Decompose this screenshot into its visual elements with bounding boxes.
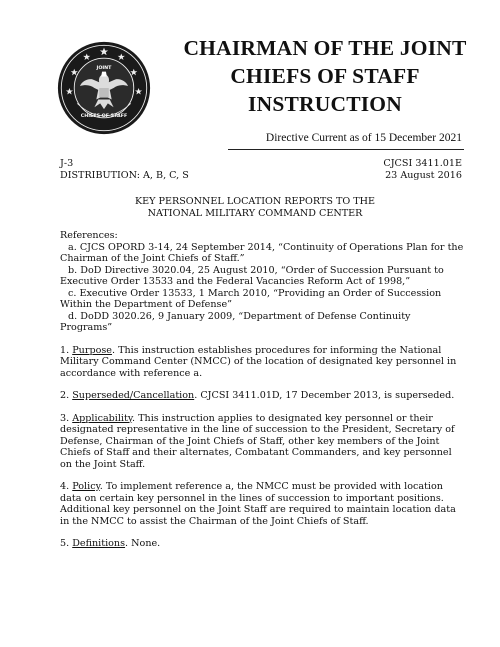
document-date: 23 August 2016 (385, 170, 462, 181)
paragraph-text: None. (131, 538, 161, 549)
paragraph-heading: Applicability (72, 412, 133, 424)
svg-text:CHIEFS OF STAFF: CHIEFS OF STAFF (80, 113, 128, 119)
reference-item (60, 265, 465, 288)
paragraph-definitions: 5. Definitions. None. (60, 538, 161, 549)
paragraph-superseded: 2. Superseded/Cancellation. CJCSI 3411.01D, 17 December 2013, is superseded. (60, 390, 455, 401)
paragraph-text: CJCSI 3411.01D, 17 December 2013, is superseded. (200, 390, 455, 401)
paragraph-heading: Policy (72, 481, 100, 492)
paragraph-number: 3. (60, 412, 70, 424)
title-line-2: CHIEFS OF STAFF (230, 64, 420, 88)
distribution-line: DISTRIBUTION: A, B, C, S (60, 170, 189, 181)
paragraph-applicability: 3. Applicability. This instruction applies to designated key personnel or their designated representative in the line of succession to the President, Secretary of Defense, Chairman of the Joint Chiefs of Staff, other key members of the Joint Chiefs of Staff and their alternates, Combatant Commanders, and key personnel on the Joint Staff. (60, 412, 455, 470)
paragraph-text: To implement reference a, the NMCC must be provided with location data on certain key personnel in the lines of succession to important positions. Additional key personnel on the Joint Staff are required to maintain location data in the NMCC to assist the Chairman of the Joint Chiefs of Staff. (60, 481, 456, 527)
paragraph-heading: Purpose (72, 344, 112, 356)
header-rule (228, 149, 464, 150)
title-line-3: INSTRUCTION (248, 92, 402, 116)
paragraph-policy: 4. Policy. To implement reference a, the NMCC must be provided with location data on certain key personnel in the lines of succession to important positions. Additional key personnel on the Joint Staff are required to maintain location data in the NMCC to assist the Chairman of the Joint Chiefs of Staff. (60, 481, 456, 527)
subject-title (60, 196, 450, 219)
paragraph-number: 2. (60, 390, 70, 401)
svg-text:JOINT: JOINT (96, 65, 112, 71)
office-code: J-3 (60, 158, 74, 169)
document-body (60, 230, 465, 550)
title-line-1: CHAIRMAN OF THE JOINT (183, 36, 467, 60)
paragraph-heading: Definitions (72, 538, 126, 549)
reference-letter: c. (68, 287, 77, 299)
subject-line-1: KEY PERSONNEL LOCATION REPORTS TO THE (134, 196, 376, 207)
reference-letter: d. (68, 310, 78, 322)
paragraph-purpose: 1. Purpose. This instruction establishes procedures for informing the National Military Command Center (NMCC) of the location of designated key personnel in accordance with reference a. (60, 344, 457, 379)
reference-text: DoDD 3020.26, 9 January 2009, “Department of Defense Continuity Programs” (60, 310, 411, 333)
reference-text: DoD Directive 3020.04, 25 August 2010, “Order of Succession Pursuant to Executive Order 13533 and the Federal Vacancies Reform Act of 1998,” (60, 264, 444, 287)
reference-letter: a. (68, 241, 77, 253)
reference-item (60, 311, 465, 334)
reference-text: Executive Order 13533, 1 March 2010, “Providing an Order of Succession Within the Department of Defense” (60, 287, 442, 310)
directive-status: Directive Current as of 15 December 2021 (265, 132, 462, 144)
paragraph-number: 5. (60, 538, 70, 549)
paragraph-number: 4. (60, 481, 70, 492)
references-heading: References: (60, 230, 118, 241)
reference-item (60, 242, 465, 265)
paragraph-heading: Superseded/Cancellation (72, 390, 195, 401)
document-number: CJCSI 3411.01E (383, 158, 462, 169)
paragraph-text: This instruction applies to designated key personnel or their designated representative in the line of succession to the President, Secretary of Defense, Chairman of the Joint Chiefs of Staff, other key members of the Joint Chiefs of Staff and their alternates, Combatant Commanders, and key personnel on the Joint Staff. (60, 412, 455, 470)
subject-line-2: NATIONAL MILITARY COMMAND CENTER (147, 207, 363, 219)
document-title (165, 34, 485, 118)
reference-item (60, 288, 465, 311)
reference-letter: b. (68, 264, 78, 276)
paragraph-text: This instruction establishes procedures for informing the National Military Command Center (NMCC) of the location of designated key personnel in accordance with reference a. (60, 344, 457, 379)
paragraph-number: 1. (60, 344, 70, 356)
reference-text: CJCS OPORD 3-14, 24 September 2014, “Continuity of Operations Plan for the Chairman of the Joint Chiefs of Staff.” (60, 241, 464, 264)
joint-chiefs-seal-icon (56, 40, 152, 136)
